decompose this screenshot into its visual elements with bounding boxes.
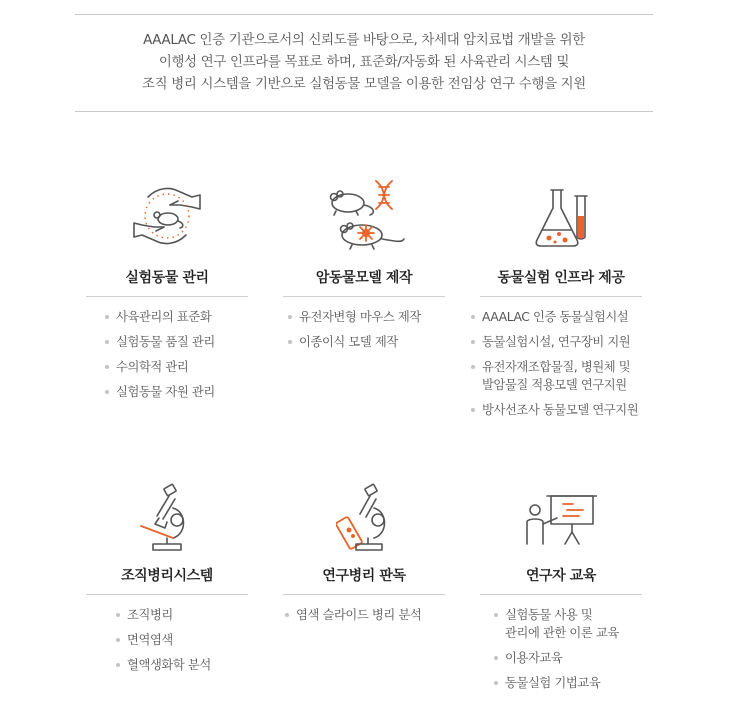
item-list	[494, 606, 619, 699]
intro-text	[75, 14, 653, 112]
divider	[86, 296, 248, 297]
list-item: 면역염색	[116, 631, 211, 649]
list-item: 조직병리	[116, 606, 211, 624]
card-histopathology	[86, 478, 248, 698]
item-list	[471, 308, 638, 426]
intro-line: 조직 병리 시스템을 기반으로 실험동물 모델을 이용한 전임상 연구 수행을 지원	[142, 77, 586, 92]
divider	[283, 296, 445, 297]
card-animal-care	[86, 180, 248, 420]
list-item: 유전자변형 마우스 제작	[288, 308, 421, 326]
intro-line: AAALAC 인증 기관으로서의 신뢰도를 바탕으로, 차세대 암치료법 개발을 위한	[143, 33, 585, 48]
microscope-slide-icon	[336, 482, 392, 554]
list-item: 수의학적 관리	[105, 358, 215, 376]
divider	[86, 594, 248, 595]
microscope-icon	[139, 482, 195, 554]
card-title: 실험동물 관리	[125, 270, 209, 286]
list-item: 이종이식 모델 제작	[288, 333, 421, 351]
divider	[283, 594, 445, 595]
list-item: 염색 슬라이드 병리 분석	[285, 606, 421, 624]
hands-mouse-icon	[130, 183, 204, 249]
divider	[480, 594, 642, 595]
item-list	[288, 308, 421, 358]
presenter-board-icon	[525, 492, 597, 548]
list-item-continuation: 관리에 관한 이론 교육	[505, 626, 619, 640]
card-title: 연구자 교육	[525, 568, 597, 584]
divider	[480, 296, 642, 297]
list-item: 유전자재조합물질, 병원체 및	[471, 358, 638, 376]
list-item: 동물실험시설, 연구장비 지원	[471, 333, 638, 351]
list-item: 실험동물 품질 관리	[105, 333, 215, 351]
mice-dna-icon	[318, 177, 410, 253]
list-item: 혈액생화학 분석	[116, 656, 211, 674]
list-item: 동물실험 기법교육	[494, 674, 619, 692]
flask-testtube-icon	[531, 186, 591, 250]
list-item: AAALAC 인증 동물실험시설	[471, 308, 638, 326]
list-item-continuation: 발암물질 적용모델 연구지원	[482, 378, 627, 392]
item-list	[116, 606, 211, 681]
card-title: 조직병리시스템	[121, 568, 213, 584]
list-item: 실험동물 사용 및	[494, 606, 619, 624]
card-title: 암동물모델 제작	[315, 270, 413, 286]
intro-line: 이행성 연구 인프라를 목표로 하며, 표준화/자동화 된 사육관리 시스템 및	[158, 55, 570, 70]
card-infrastructure	[480, 180, 642, 440]
list-item: 방사선조사 동물모델 연구지원	[471, 401, 638, 419]
list-item: 실험동물 자원 관리	[105, 383, 215, 401]
card-pathology-reading	[283, 478, 445, 698]
card-researcher-education	[480, 478, 642, 701]
card-title: 동물실험 인프라 제공	[497, 270, 625, 286]
list-item: 사육관리의 표준화	[105, 308, 215, 326]
card-title: 연구병리 판독	[322, 568, 406, 584]
list-item: 이용자교육	[494, 649, 619, 667]
item-list	[285, 606, 421, 631]
item-list	[105, 308, 215, 408]
card-cancer-model	[283, 180, 445, 420]
